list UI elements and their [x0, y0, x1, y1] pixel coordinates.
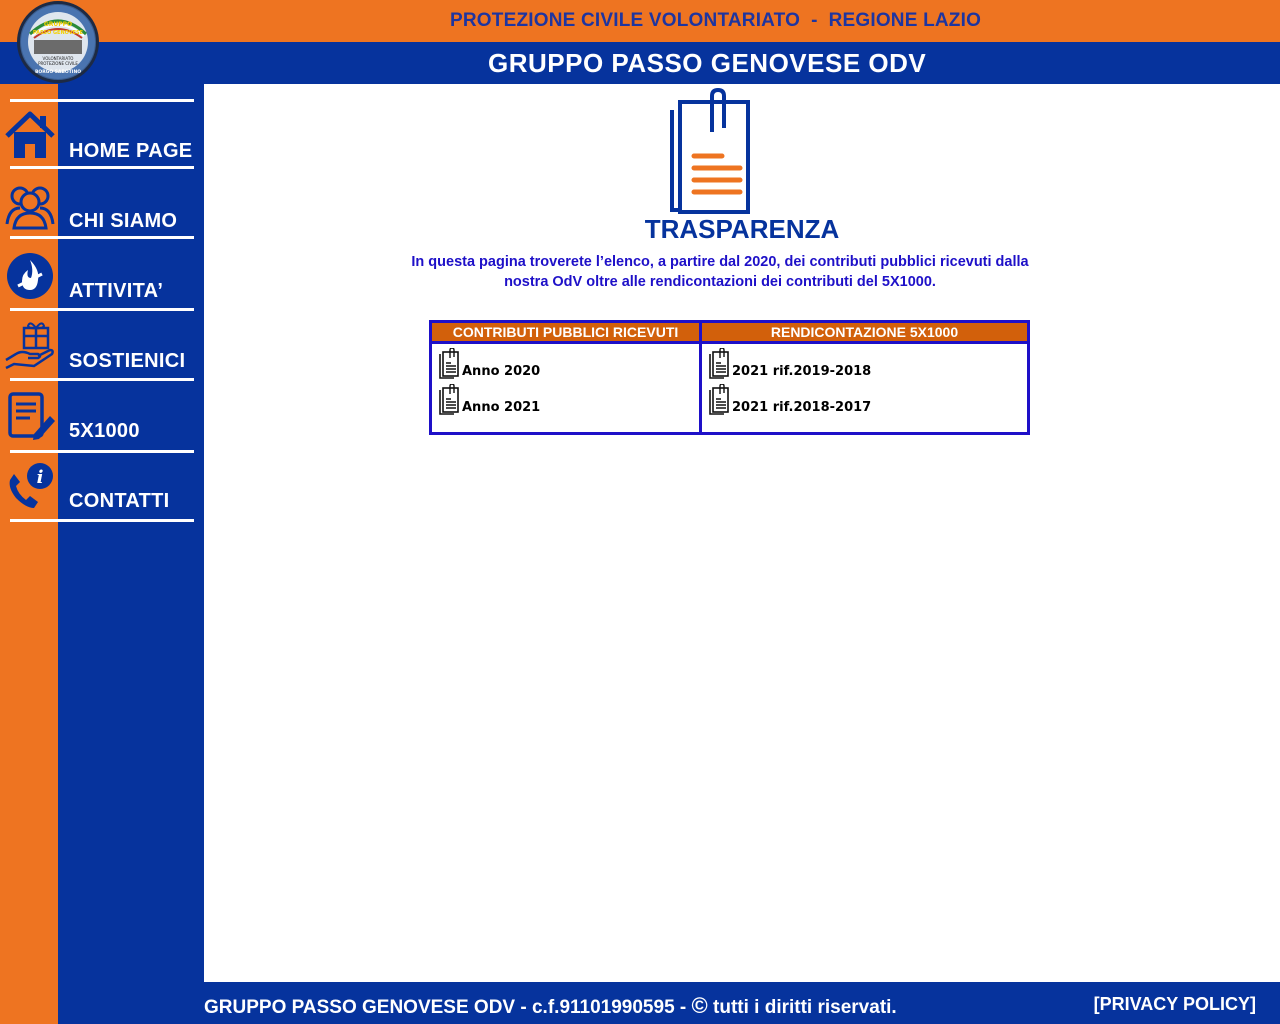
footer [204, 982, 1280, 1024]
doc-label: 2021 rif.2018-2017 [732, 400, 872, 415]
logo[interactable] [17, 1, 99, 83]
document-icon [438, 348, 460, 380]
nav-divider [10, 236, 194, 239]
doc-label: Anno 2020 [462, 364, 541, 379]
home-icon [4, 110, 56, 162]
transparency-document-icon [664, 88, 756, 216]
table-header-contributi: CONTRIBUTI PUBBLICI RICEVUTI [431, 322, 701, 343]
table-header-5x1000: RENDICONTAZIONE 5X1000 [701, 322, 1029, 343]
footer-org-text: GRUPPO PASSO GENOVESE ODV - c.f.91101990595 - [204, 997, 692, 1018]
logo-text-4: PROTEZIONE CIVILE [38, 61, 78, 66]
fire-icon [4, 250, 56, 302]
svg-text:i: i [36, 467, 44, 488]
footer-rights-text: tutti i diritti riservati. [707, 997, 897, 1018]
main-content [204, 84, 1280, 982]
nav-divider [10, 519, 194, 522]
org-title: GRUPPO PASSO GENOVESE ODV [488, 48, 927, 78]
page-title: TRASPARENZA [644, 214, 840, 244]
nav-divider [10, 166, 194, 169]
logo-text-3: VOLONTARIATO [42, 56, 74, 61]
nav-item-home[interactable] [0, 100, 204, 170]
nav-label-chi-siamo: CHI SIAMO [69, 210, 178, 232]
doc-link[interactable] [438, 380, 699, 416]
top-banner-text: PROTEZIONE CIVILE VOLONTARIATO - REGIONE LAZIO [450, 10, 982, 31]
logo-text-1: GRUPPO [43, 21, 73, 28]
privacy-policy-link[interactable]: [PRIVACY POLICY] [1093, 994, 1256, 1014]
copyright-symbol: © [691, 993, 708, 1018]
nav-item-sostienici[interactable] [0, 310, 204, 380]
logo-text-5: BORGO SABOTINO [34, 70, 82, 75]
nav-item-attivita[interactable] [0, 240, 204, 310]
document-icon [438, 384, 460, 416]
document-icon [708, 384, 730, 416]
phone-info-icon [4, 460, 56, 512]
doc-label: 2021 rif.2019-2018 [732, 364, 872, 379]
title-banner [0, 42, 1280, 84]
doc-label: Anno 2021 [462, 400, 541, 415]
nav-item-chi-siamo[interactable] [0, 170, 204, 240]
nav-item-contatti[interactable] [0, 450, 204, 520]
document-icon [708, 348, 730, 380]
gift-hand-icon [4, 320, 56, 372]
nav-label-5x1000: 5X1000 [69, 420, 140, 442]
intro-text: In questa pagina troverete l’elenco, a partire dal 2020, dei contributi pubblici ricevuti dalla nostra OdV oltre alle rendicontazioni dei contributi del 5X1000. [411, 254, 1029, 290]
nav-label-home: HOME PAGE [69, 140, 193, 162]
nav-label-contatti: CONTATTI [69, 490, 170, 512]
table-cell-contributi [431, 343, 701, 434]
footer-copyright [204, 993, 897, 1019]
people-icon [4, 180, 56, 232]
nav-label-attivita: ATTIVITA’ [69, 280, 164, 302]
document-pen-icon [4, 390, 56, 442]
nav-item-5x1000[interactable] [0, 380, 204, 450]
doc-link[interactable] [708, 344, 1027, 380]
documents-table [429, 320, 1030, 435]
top-banner [0, 0, 1280, 42]
doc-link[interactable] [708, 380, 1027, 416]
logo-text-2: PASSO GENOVESE [32, 30, 84, 36]
nav-label-sostienici: SOSTIENICI [69, 350, 186, 372]
logo-emblem [20, 4, 96, 80]
table-cell-5x1000 [701, 343, 1029, 434]
doc-link[interactable] [438, 344, 699, 380]
